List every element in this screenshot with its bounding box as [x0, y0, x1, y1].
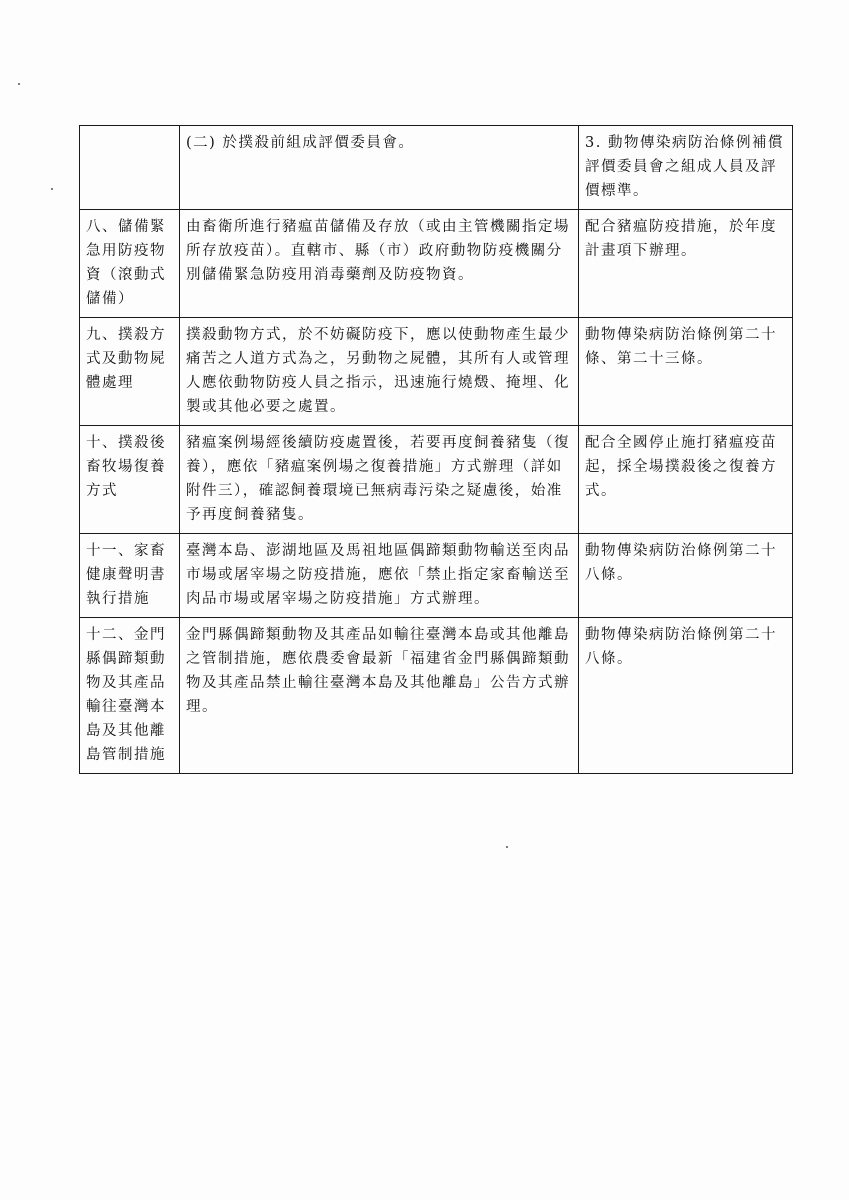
- category-cell: 十、撲殺後畜牧場復養方式: [80, 426, 180, 534]
- scan-speck: [51, 188, 53, 190]
- category-cell: 八、儲備緊急用防疫物資（滾動式儲備）: [80, 210, 180, 318]
- table-row: [80, 426, 793, 534]
- category-cell: [80, 126, 180, 210]
- table-row: [80, 210, 793, 318]
- category-cell: 十二、金門縣偶蹄類動物及其產品輸往臺灣本島及其他離島管制措施: [80, 618, 180, 774]
- measures-table: [79, 125, 793, 774]
- table-row: [80, 318, 793, 426]
- table-row: [80, 126, 793, 210]
- reference-cell: 配合全國停止施打豬瘟疫苗起，採全場撲殺後之復養方式。: [579, 426, 793, 534]
- reference-cell: 3. 動物傳染病防治條例補償評價委員會之組成人員及評價標準。: [579, 126, 793, 210]
- reference-cell: 動物傳染病防治條例第二十八條。: [579, 618, 793, 774]
- measure-cell: 臺灣本島、澎湖地區及馬祖地區偶蹄類動物輸送至肉品市場或屠宰場之防疫措施，應依「禁止指定家畜輸送至肉品市場或屠宰場之防疫措施」方式辦理。: [180, 534, 579, 618]
- measure-cell: (二) 於撲殺前組成評價委員會。: [180, 126, 579, 210]
- category-cell: 十一、家畜健康聲明書執行措施: [80, 534, 180, 618]
- table-row: [80, 534, 793, 618]
- reference-cell: 動物傳染病防治條例第二十八條。: [579, 534, 793, 618]
- measure-cell: 金門縣偶蹄類動物及其產品如輸往臺灣本島或其他離島之管制措施，應依農委會最新「福建省金門縣偶蹄類動物及其產品禁止輸往臺灣本島及其他離島」公告方式辦理。: [180, 618, 579, 774]
- measure-cell: 由畜衛所進行豬瘟苗儲備及存放（或由主管機關指定場所存放疫苗）。直轄市、縣（市）政府動物防疫機關分別儲備緊急防疫用消毒藥劑及防疫物資。: [180, 210, 579, 318]
- table-row: [80, 618, 793, 774]
- scan-speck: [18, 83, 20, 85]
- measure-cell: 豬瘟案例場經後續防疫處置後，若要再度飼養豬隻（復養），應依「豬瘟案例場之復養措施」方式辦理（詳如附件三），確認飼養環境已無病毒污染之疑慮後，始准予再度飼養豬隻。: [180, 426, 579, 534]
- scan-speck: [506, 846, 508, 848]
- category-cell: 九、撲殺方式及動物屍體處理: [80, 318, 180, 426]
- measure-cell: 撲殺動物方式，於不妨礙防疫下，應以使動物產生最少痛苦之人道方式為之，另動物之屍體，其所有人或管理人應依動物防疫人員之指示，迅速施行燒燬、掩埋、化製或其他必要之處置。: [180, 318, 579, 426]
- reference-cell: 配合豬瘟防疫措施，於年度計畫項下辦理。: [579, 210, 793, 318]
- reference-cell: 動物傳染病防治條例第二十條、第二十三條。: [579, 318, 793, 426]
